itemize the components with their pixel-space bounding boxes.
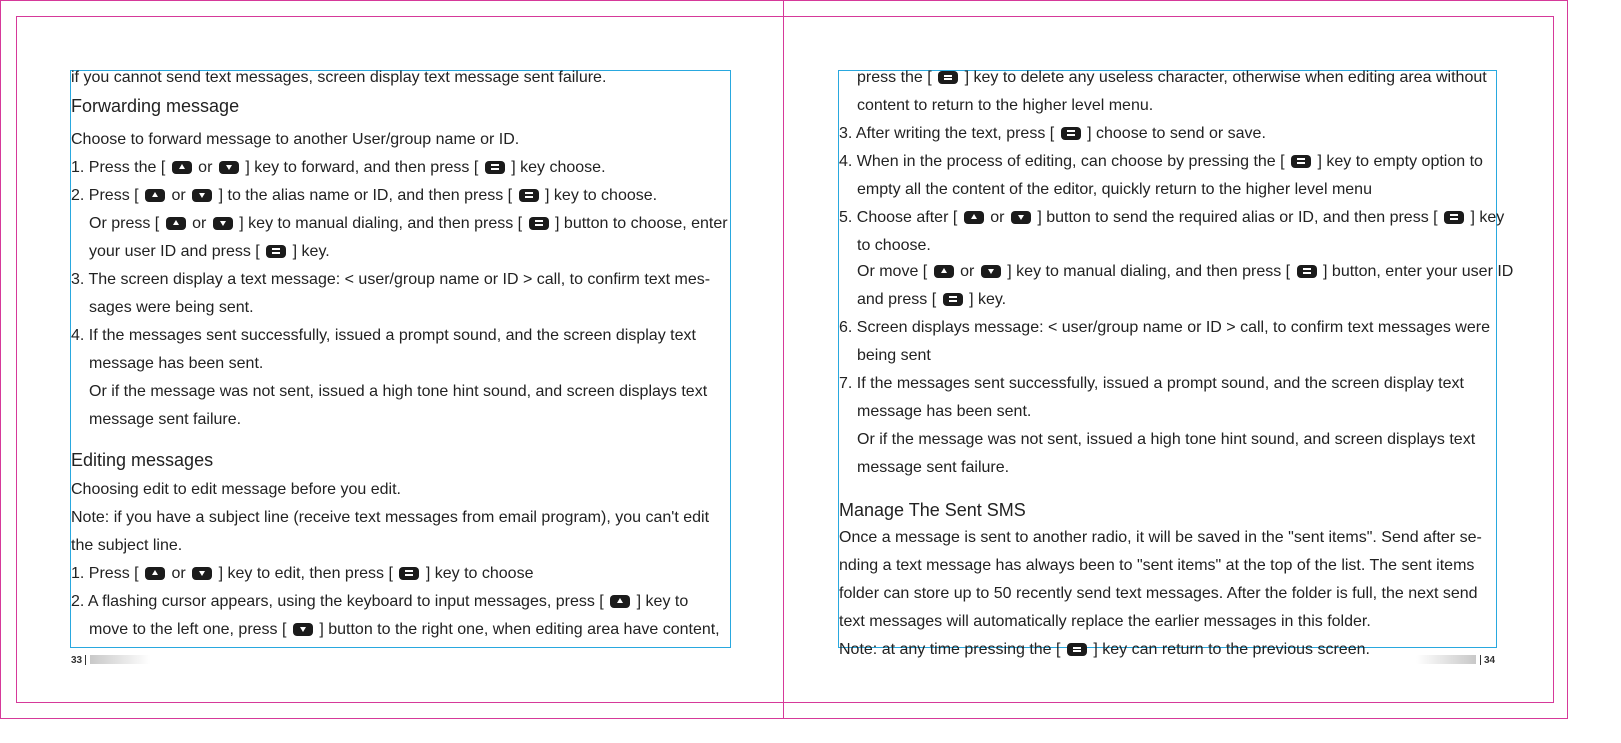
text-span: 1. Press [	[71, 565, 139, 582]
text-span: ] key to edit, then press [	[218, 565, 393, 582]
text-span: ] key choose.	[511, 159, 606, 176]
text-span: ] key	[1470, 209, 1505, 226]
text-span: move to the left one, press [	[89, 621, 287, 638]
text-span: or	[171, 187, 186, 204]
text-span: or	[198, 159, 213, 176]
list-item: 6. Screen displays message: < user/group name or ID > call, to confirm text messages were	[839, 319, 1490, 336]
text-line: text messages will automatically replace the earlier messages in this folder.	[839, 613, 1371, 630]
text-span: ] choose to send or save.	[1087, 125, 1266, 142]
list-item: 7. If the messages sent successfully, issued a prompt sound, and the screen display text	[839, 375, 1464, 392]
text-line: nding a text message has always been to "sent items" at the top of the list. The sent items	[839, 557, 1475, 574]
up-key-icon	[610, 595, 630, 608]
menu-key-icon	[519, 189, 539, 202]
text-span: Or press [	[89, 215, 160, 232]
text-span: ] button to send the required alias or ID, and then press [	[1037, 209, 1438, 226]
list-item: 4. If the messages sent successfully, issued a prompt sound, and the screen display text	[71, 327, 696, 344]
page-number-left: 33	[71, 655, 83, 666]
text-span: ] key to choose	[425, 565, 534, 582]
list-item-continuation: message has been sent.	[857, 403, 1032, 420]
list-item-continuation: message sent failure.	[857, 459, 1010, 476]
list-item-continuation: message sent failure.	[89, 411, 242, 428]
text-span: 2. A flashing cursor appears, using the keyboard to input messages, press [	[71, 593, 604, 610]
text-line: Note: if you have a subject line (receive text messages from email program), you can't edit	[71, 509, 710, 526]
menu-key-icon	[485, 161, 505, 174]
text-span: 2. Press [	[71, 187, 139, 204]
text-span: 5. Choose after [	[839, 209, 958, 226]
text-span: or	[171, 565, 186, 582]
list-item-continuation	[839, 64, 1513, 92]
text-line	[839, 636, 1513, 664]
footer-gradient-bar-left	[90, 655, 150, 664]
text-span: ] key to forward, and then press [	[245, 159, 479, 176]
text-line: Choose to forward message to another User/group name or ID.	[71, 131, 520, 148]
back-key-icon	[938, 71, 958, 84]
section-heading-manage-sent: Manage The Sent SMS	[839, 500, 1026, 520]
up-key-icon	[964, 211, 984, 224]
list-item-continuation	[839, 286, 1513, 314]
bleed-line-right	[1567, 0, 1568, 719]
list-item	[839, 148, 1513, 176]
text-span: ] button to choose, enter	[555, 215, 728, 232]
bleed-line-bottom	[0, 718, 1568, 719]
up-key-icon	[172, 161, 192, 174]
menu-key-icon	[1291, 155, 1311, 168]
text-span: ] key.	[969, 291, 1007, 308]
list-item-continuation: Or if the message was not sent, issued a high tone hint sound, and screen displays text	[89, 383, 708, 400]
text-span: your user ID and press [	[89, 243, 260, 260]
menu-key-icon	[943, 293, 963, 306]
trim-line-right	[1553, 16, 1554, 703]
down-key-icon	[219, 161, 239, 174]
text-span: 4. When in the process of editing, can choose by pressing the [	[839, 153, 1285, 170]
footer-divider-left	[85, 655, 86, 665]
menu-key-icon	[529, 217, 549, 230]
down-key-icon	[192, 567, 212, 580]
list-item-continuation: content to return to the higher level menu.	[857, 97, 1154, 114]
list-item	[839, 204, 1513, 232]
back-key-icon	[1067, 643, 1087, 656]
text-span: ] key to manual dialing, and then press [	[239, 215, 523, 232]
menu-key-icon	[266, 245, 286, 258]
right-page-content	[839, 64, 1513, 664]
text-span: ] key to	[636, 593, 689, 610]
trim-line-bottom	[16, 702, 1553, 703]
text-line: Once a message is sent to another radio, it will be saved in the "sent items". Send after se-	[839, 529, 1482, 546]
text-span: ] key to choose.	[545, 187, 658, 204]
list-item	[71, 182, 728, 210]
text-span: ] key to delete any useless character, otherwise when editing area without	[964, 69, 1487, 86]
footer-divider-right	[1480, 655, 1481, 665]
list-item	[839, 120, 1513, 148]
list-item-continuation: sages were being sent.	[89, 299, 254, 316]
text-span: or	[960, 263, 975, 280]
text-span: ] key can return to the previous screen.	[1093, 641, 1370, 658]
menu-key-icon	[1061, 127, 1081, 140]
list-item-continuation	[71, 238, 728, 266]
down-key-icon	[213, 217, 233, 230]
list-item: 3. The screen display a text message: < user/group name or ID > call, to confirm text mes-	[71, 271, 711, 288]
text-span: or	[990, 209, 1005, 226]
list-item	[71, 588, 728, 616]
text-line: the subject line.	[71, 537, 183, 554]
text-span: 3. After writing the text, press [	[839, 125, 1055, 142]
down-key-icon	[192, 189, 212, 202]
down-key-icon	[981, 265, 1001, 278]
section-heading-forwarding: Forwarding message	[71, 96, 240, 116]
list-item-continuation	[839, 258, 1513, 286]
text-span: 1. Press the [	[71, 159, 166, 176]
text-line: if you cannot send text messages, screen display text message sent failure.	[71, 69, 607, 86]
list-item-continuation: being sent	[857, 347, 931, 364]
list-item-continuation	[71, 616, 728, 644]
text-span: Or move [	[857, 263, 928, 280]
section-heading-editing: Editing messages	[71, 450, 214, 470]
list-item-continuation: Or if the message was not sent, issued a high tone hint sound, and screen displays text	[857, 431, 1476, 448]
trim-line-top	[16, 16, 1553, 17]
down-key-icon	[1011, 211, 1031, 224]
text-line: Choosing edit to edit message before you edit.	[71, 481, 401, 498]
text-span: press the [	[857, 69, 932, 86]
menu-key-icon	[1444, 211, 1464, 224]
text-span: ] key to empty option to	[1317, 153, 1483, 170]
text-span: ] to the alias name or ID, and then press [	[218, 187, 513, 204]
text-span: and press [	[857, 291, 937, 308]
menu-key-icon	[399, 567, 419, 580]
bleed-line-top	[0, 0, 1568, 1]
up-key-icon	[934, 265, 954, 278]
list-item-continuation	[71, 210, 728, 238]
page-number-right: 34	[1484, 655, 1496, 666]
text-span: or	[192, 215, 207, 232]
up-key-icon	[166, 217, 186, 230]
list-item	[71, 560, 728, 588]
list-item-continuation: message has been sent.	[89, 355, 264, 372]
footer-gradient-bar-right	[1416, 655, 1476, 664]
down-key-icon	[293, 623, 313, 636]
list-item	[71, 154, 728, 182]
trim-line-left	[16, 16, 17, 703]
bleed-line-left	[0, 0, 1, 719]
text-span: ] key.	[292, 243, 330, 260]
list-item-continuation: to choose.	[857, 237, 931, 254]
text-span: ] button, enter your user ID	[1323, 263, 1514, 280]
list-item-continuation: empty all the content of the editor, quickly return to the higher level menu	[857, 181, 1372, 198]
text-line: folder can store up to 50 recently send text messages. After the folder is full, the next send	[839, 585, 1478, 602]
spine-line	[783, 0, 784, 719]
up-key-icon	[145, 567, 165, 580]
menu-key-icon	[1297, 265, 1317, 278]
text-span: ] button to the right one, when editing area have content,	[319, 621, 720, 638]
up-key-icon	[145, 189, 165, 202]
left-page-content	[71, 64, 728, 644]
text-span: ] key to manual dialing, and then press [	[1007, 263, 1291, 280]
text-span: Note: at any time pressing the [	[839, 641, 1061, 658]
